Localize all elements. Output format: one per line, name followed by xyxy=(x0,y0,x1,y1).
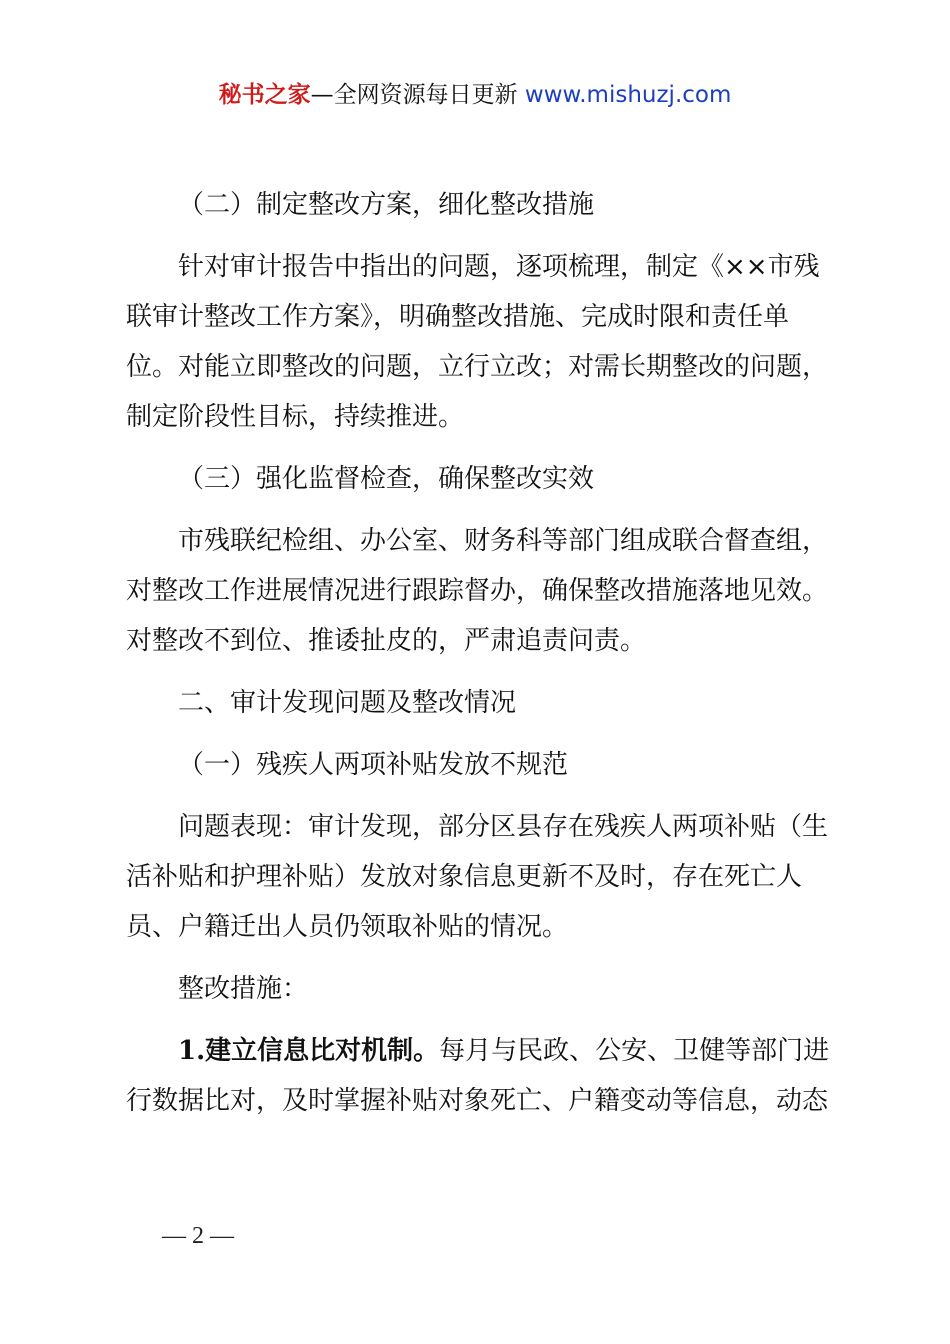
site-url[interactable]: www.mishuzj.com xyxy=(524,82,732,108)
subheading-2: （二）制定整改方案，细化整改措施 xyxy=(178,190,595,220)
site-slogan: —全网资源每日更新 xyxy=(310,82,518,108)
measure-1-text: 每月与民政、公安、卫健等部门进行数据比对，及时掌握补贴对象死亡、户籍变动等信息，动态 xyxy=(126,1036,830,1116)
paragraph-supervision: 市残联纪检组、办公室、财务科等部门组成联合督查组，对整改工作进展情况进行跟踪督办，确保整改措施落地见效。对整改不到位、推诿扯皮的，严肃追责问责。 xyxy=(126,526,829,656)
paragraph-plan: 针对审计报告中指出的问题，逐项梳理，制定《××市残联审计整改工作方案》，明确整改措施、完成时限和责任单位。对能立即整改的问题，立行立改；对需长期整改的问题，制定阶段性目标，持续推进。 xyxy=(126,252,829,432)
site-brand: 秘书之家 xyxy=(218,82,311,108)
subheading-3: （三）强化监督检查，确保整改实效 xyxy=(178,464,595,494)
measure-1-title: 1.建立信息比对机制。 xyxy=(178,1036,440,1066)
paragraph-measures-label: 整改措施： xyxy=(178,974,309,1004)
page-number: — 2 — xyxy=(162,1223,234,1249)
subheading-1: （一）残疾人两项补贴发放不规范 xyxy=(178,750,569,780)
section-heading-2: 二、审计发现问题及整改情况 xyxy=(178,688,517,718)
paragraph-problem: 问题表现：审计发现，部分区县存在残疾人两项补贴（生活补贴和护理补贴）发放对象信息更新不及时，存在死亡人员、户籍迁出人员仍领取补贴的情况。 xyxy=(126,812,829,942)
site-banner xyxy=(0,78,950,112)
paragraph-measure-1 xyxy=(126,1026,836,1126)
document-body xyxy=(126,180,836,1126)
